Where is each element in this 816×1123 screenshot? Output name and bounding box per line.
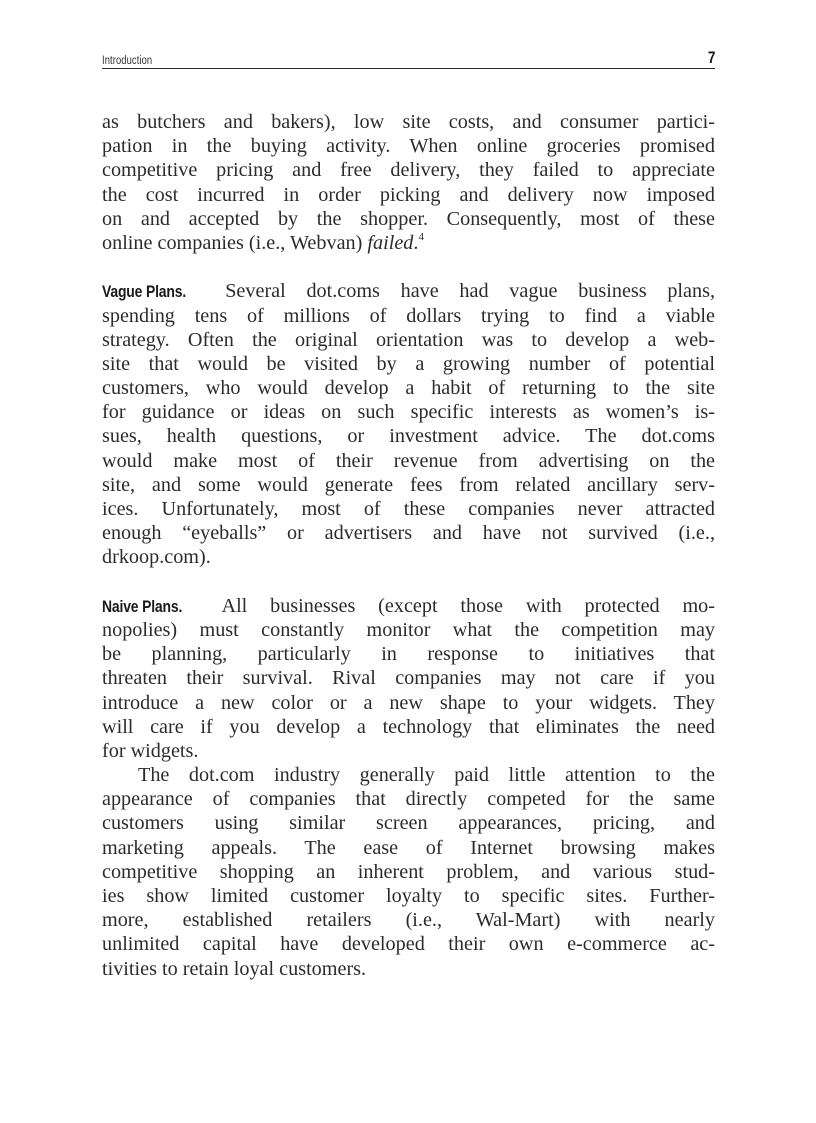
text-line: competitive shopping an inherent problem, and various stud- [102, 860, 715, 883]
text-line: ices. Unfortunately, most of these companies never attracted [102, 498, 715, 520]
text-line: site, and some would generate fees from related ancillary serv- [102, 473, 715, 496]
text-line: pation in the buying activity. When online groceries promised [102, 135, 715, 158]
text-line: for guidance or ideas on such specific interests as women’s is- [102, 401, 715, 424]
footnote-reference: 4 [418, 230, 424, 243]
text-line: on and accepted by the shopper. Consequently, most of these [102, 207, 715, 230]
text-line: for widgets. [102, 739, 199, 762]
paragraph-dotcom-industry [102, 763, 715, 981]
emphasis-text: failed [367, 231, 414, 254]
text-line: customers using similar screen appearances, pricing, and [102, 812, 715, 835]
text-line: strategy. Often the original orientation was to develop a web- [102, 328, 715, 351]
running-head [102, 48, 715, 69]
text-line: unlimited capital have developed their own e-commerce ac- [102, 933, 715, 956]
text-run: . [413, 231, 419, 254]
runin-heading: Vague Plans. [102, 282, 187, 302]
paragraph-spacing [102, 570, 715, 594]
text-line: site that would be visited by a growing number of potential [102, 352, 715, 375]
text-line [102, 594, 715, 618]
runin-heading: Naive Plans. [102, 596, 183, 616]
text-line: sues, health questions, or investment advice. The dot.coms [102, 425, 715, 448]
text-line: will care if you develop a technology that eliminates the need [102, 715, 715, 738]
text-line: drkoop.com). [102, 546, 211, 569]
section-naive-plans [102, 594, 715, 763]
body-text [102, 110, 715, 981]
text-line: introduce a new color or a new shape to your widgets. They [102, 691, 715, 714]
text-line [102, 279, 715, 303]
text-line: be planning, particularly in response to initiatives that [102, 643, 715, 666]
text-line: appearance of companies that directly competed for the same [102, 788, 715, 811]
text-line [102, 231, 715, 255]
text-line: would make most of their revenue from advertising on the [102, 449, 715, 472]
text-line: competitive pricing and free delivery, they failed to appreciate [102, 159, 715, 182]
text-run: online companies (i.e., Webvan) [102, 231, 368, 254]
text-run: All businesses (except those with protected mo- [221, 594, 715, 617]
text-line: nopolies) must constantly monitor what the competition may [102, 618, 715, 641]
text-line: tivities to retain loyal customers. [102, 957, 367, 980]
page-number: 7 [707, 48, 715, 67]
text-line: ies show limited customer loyalty to specific sites. Further- [102, 885, 715, 907]
text-line: marketing appeals. The ease of Internet browsing makes [102, 836, 715, 859]
text-line: spending tens of millions of dollars trying to find a viable [102, 304, 715, 327]
text-line: more, established retailers (i.e., Wal-Mart) with nearly [102, 909, 715, 932]
text-line: customers, who would develop a habit of returning to the site [102, 377, 715, 400]
text-line: the cost incurred in order picking and delivery now imposed [102, 183, 715, 206]
text-line: enough “eyeballs” or advertisers and have not survived (i.e., [102, 522, 715, 545]
text-run: Several dot.coms have had vague business plans, [225, 280, 715, 303]
section-vague-plans [102, 279, 715, 569]
text-line: threaten their survival. Rival companies may not care if you [102, 667, 715, 690]
paragraph-continued [102, 110, 715, 255]
running-head-title: Introduction [102, 55, 153, 67]
text-line: The dot.com industry generally paid little attention to the [138, 764, 715, 787]
paragraph-spacing [102, 255, 715, 279]
text-line: as butchers and bakers), low site costs, and consumer partici- [102, 111, 715, 133]
